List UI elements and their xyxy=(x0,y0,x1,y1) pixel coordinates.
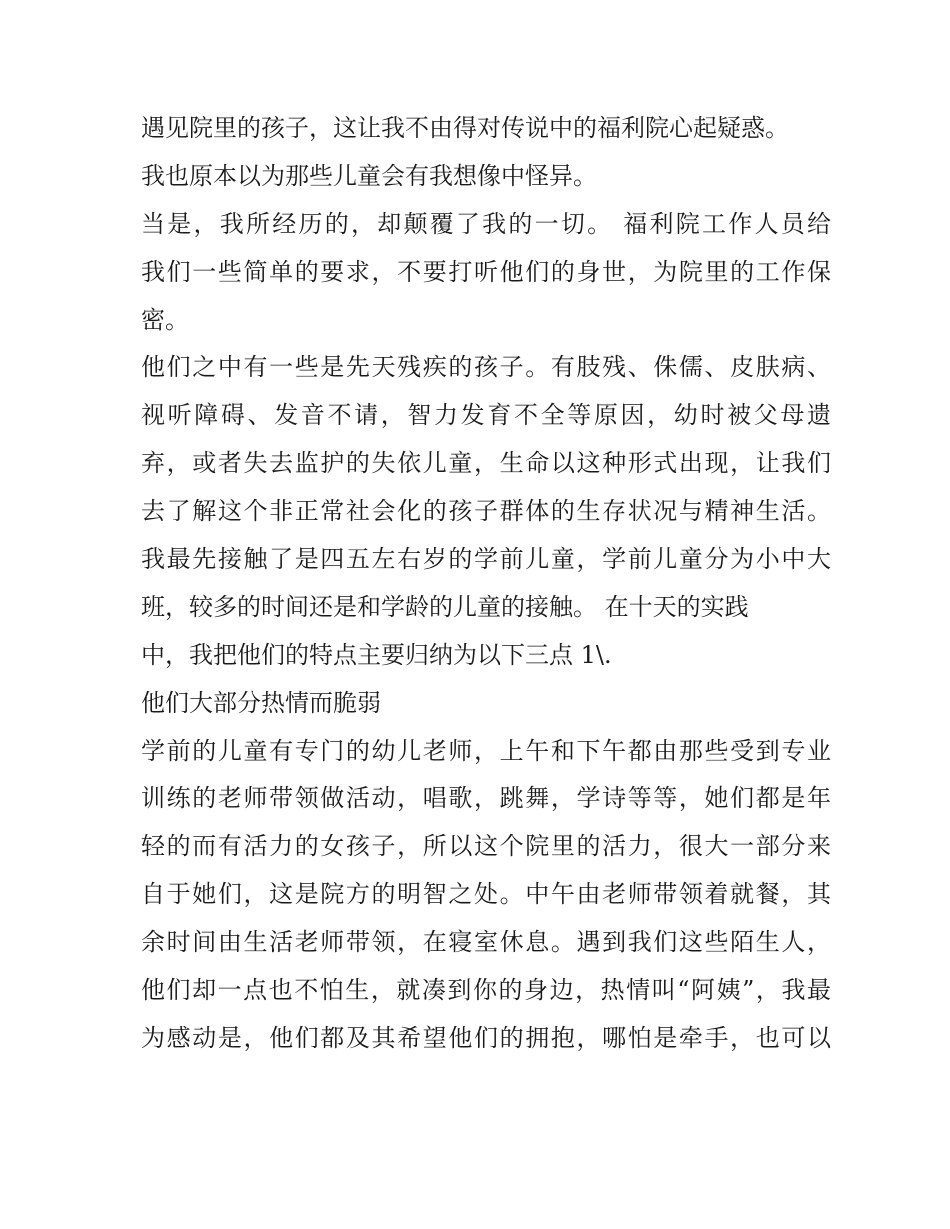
text-line-8: 弃，或者失去监护的失依儿童，生命以这种形式出现，让我们 xyxy=(141,449,831,478)
text-line-5: 密。 xyxy=(141,305,189,334)
text-line-10: 我最先接触了是四五左右岁的学前儿童，学前儿童分为小中大 xyxy=(141,545,831,574)
body-text xyxy=(141,105,831,1063)
text-line-11: 班，较多的时间还是和学龄的儿童的接触。 在十天的实践 xyxy=(141,592,749,621)
text-line-6: 他们之中有一些是先天残疾的孩子。有肢残、侏儒、皮肤病、 xyxy=(141,353,831,382)
text-line-7: 视听障碍、发音不请，智力发育不全等原因，幼时被父母遗 xyxy=(141,401,831,430)
text-line-18: 余时间由生活老师带领，在寝室休息。遇到我们这些陌生人， xyxy=(141,928,831,957)
section-heading: 他们大部分热情而脆弱 xyxy=(141,688,381,717)
text-line-16: 轻的而有活力的女孩子，所以这个院里的活力，很大一部分来 xyxy=(141,832,831,861)
text-line-15: 训练的老师带领做活动，唱歌，跳舞，学诗等等，她们都是年 xyxy=(141,784,831,813)
text-line-20: 为感动是，他们都及其希望他们的拥抱，哪怕是牵手，也可以 xyxy=(141,1023,831,1052)
text-line-9: 去了解这个非正常社会化的孩子群体的生存状况与精神生活。 xyxy=(141,497,831,526)
text-line-17: 自于她们，这是院方的明智之处。中午由老师带领着就餐，其 xyxy=(141,880,831,909)
text-line-4: 我们一些简单的要求，不要打听他们的身世，为院里的工作保 xyxy=(141,257,831,286)
text-line-12: 中，我把他们的特点主要归纳为以下三点 1\. xyxy=(141,640,612,669)
text-line-2: 我也原本以为那些儿童会有我想像中怪异。 xyxy=(141,161,597,190)
text-line-3: 当是，我所经历的，却颠覆了我的一切。 福利院工作人员给 xyxy=(141,209,831,238)
text-line-19: 他们却一点也不怕生，就凑到你的身边，热情叫“阿姨”，我最 xyxy=(141,976,831,1005)
text-line-14: 学前的儿童有专门的幼儿老师，上午和下午都由那些受到专业 xyxy=(141,736,831,765)
text-line-1: 遇见院里的孩子，这让我不由得对传说中的福利院心起疑惑。 xyxy=(141,114,789,142)
